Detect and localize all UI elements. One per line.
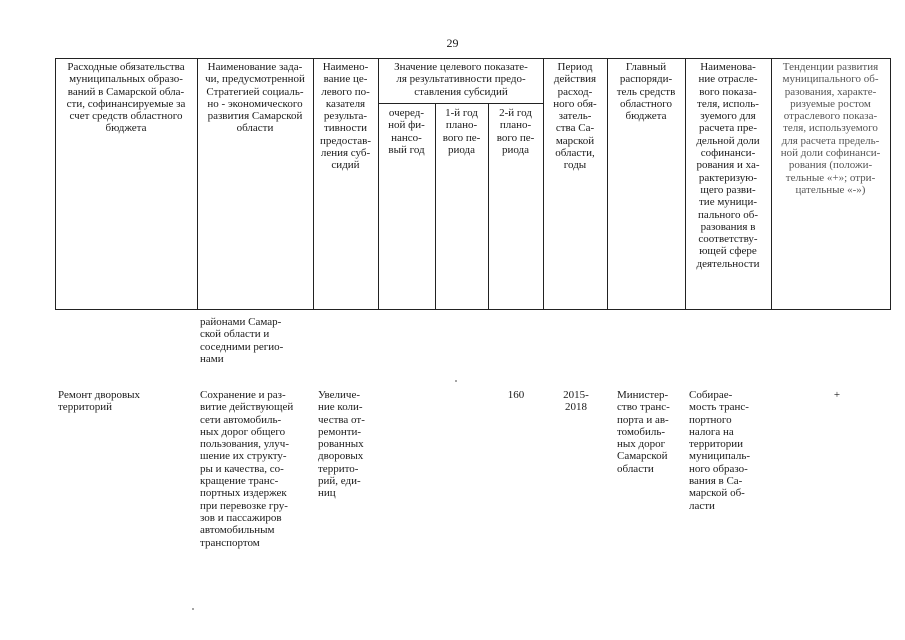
header-col-indicator-value: Значение целевого показате- ля результативности предо- ставления субсидий — [394, 61, 528, 98]
header-col-indicator-name: Наимено- вание це- левого по- казателя результа- тивности предостав- ления суб- сидий — [319, 61, 372, 172]
row-trend-sign: + — [833, 389, 841, 401]
row-period: 2015- 2018 — [563, 389, 589, 414]
row-obligation: Ремонт дворовых территорий — [58, 389, 141, 414]
header-col-trends: Тенденции развития муниципального об- разования, характе- ризуемые ростом отраслевого показа- теля, используемого для расчета предель- ной доли софинанси- рования (положи- тельные «+»; отри- цательные «-») — [780, 61, 881, 196]
header-col-administrator: Главный распоряди- тель средств областного бюджета — [616, 61, 676, 123]
continuation-task-text: районами Самар- ской области и соседними регио- нами — [200, 316, 284, 365]
scan-speck — [455, 380, 457, 382]
row-sector-indicator: Собирае- мость транс- портного налога на территории муниципаль- ного образо- вания в Са- марской об- ласти — [689, 389, 751, 512]
header-col-task: Наименование зада- чи, предусмотренной Стратегией социаль- но - экономического развития Самарской области — [205, 61, 305, 135]
header-bottom-rule — [55, 309, 890, 310]
row-plan-year-2-value: 160 — [507, 389, 525, 401]
row-indicator-name: Увеличе- ние коли- чества от- ремонти- рованных дворовых террито- рий, еди- ниц — [318, 389, 365, 500]
row-task: Сохранение и раз- витие действующей сети автомобиль- ных дорог общего пользования, улуч- шение их структу- ры и качества, со- кращение транс- портных издержек при перевозке гру- зов и пассажиров автомобильным транспортом — [200, 389, 294, 549]
header-group-rule — [378, 103, 543, 104]
header-col-current-year: очеред- ной фи- нансо- вый год — [388, 107, 425, 156]
header-col-plan-year-2: 2-й год плано- вого пе- риода — [496, 107, 535, 156]
table-header — [55, 58, 890, 310]
header-col-obligations: Расходные обязательства муниципальных образо- ваний в Самарской обла- сти, софинансируемые за счет средств областного бюджета — [66, 61, 186, 135]
row-administrator: Министер- ство транс- порта и ав- томобиль- ных дорог Самарской области — [617, 389, 670, 475]
header-rule-v10 — [890, 58, 891, 310]
header-col-plan-year-1: 1-й год плано- вого пе- риода — [442, 107, 481, 156]
header-top-rule — [55, 58, 890, 59]
header-col-period: Период действия расход- ного обя- затель- ства Са- марской области, годы — [553, 61, 597, 172]
page-number: 29 — [446, 36, 459, 50]
header-col-sector-indicator: Наименова- ние отрасле- вого показа- теля, исполь- зуемого для расчета пре- дельной доли софинанси- рования и ха- рактеризую- щего разви- тие муници- пального об- разования в соответству- ющей сфере деятельности — [696, 61, 760, 270]
scan-speck — [192, 608, 194, 610]
